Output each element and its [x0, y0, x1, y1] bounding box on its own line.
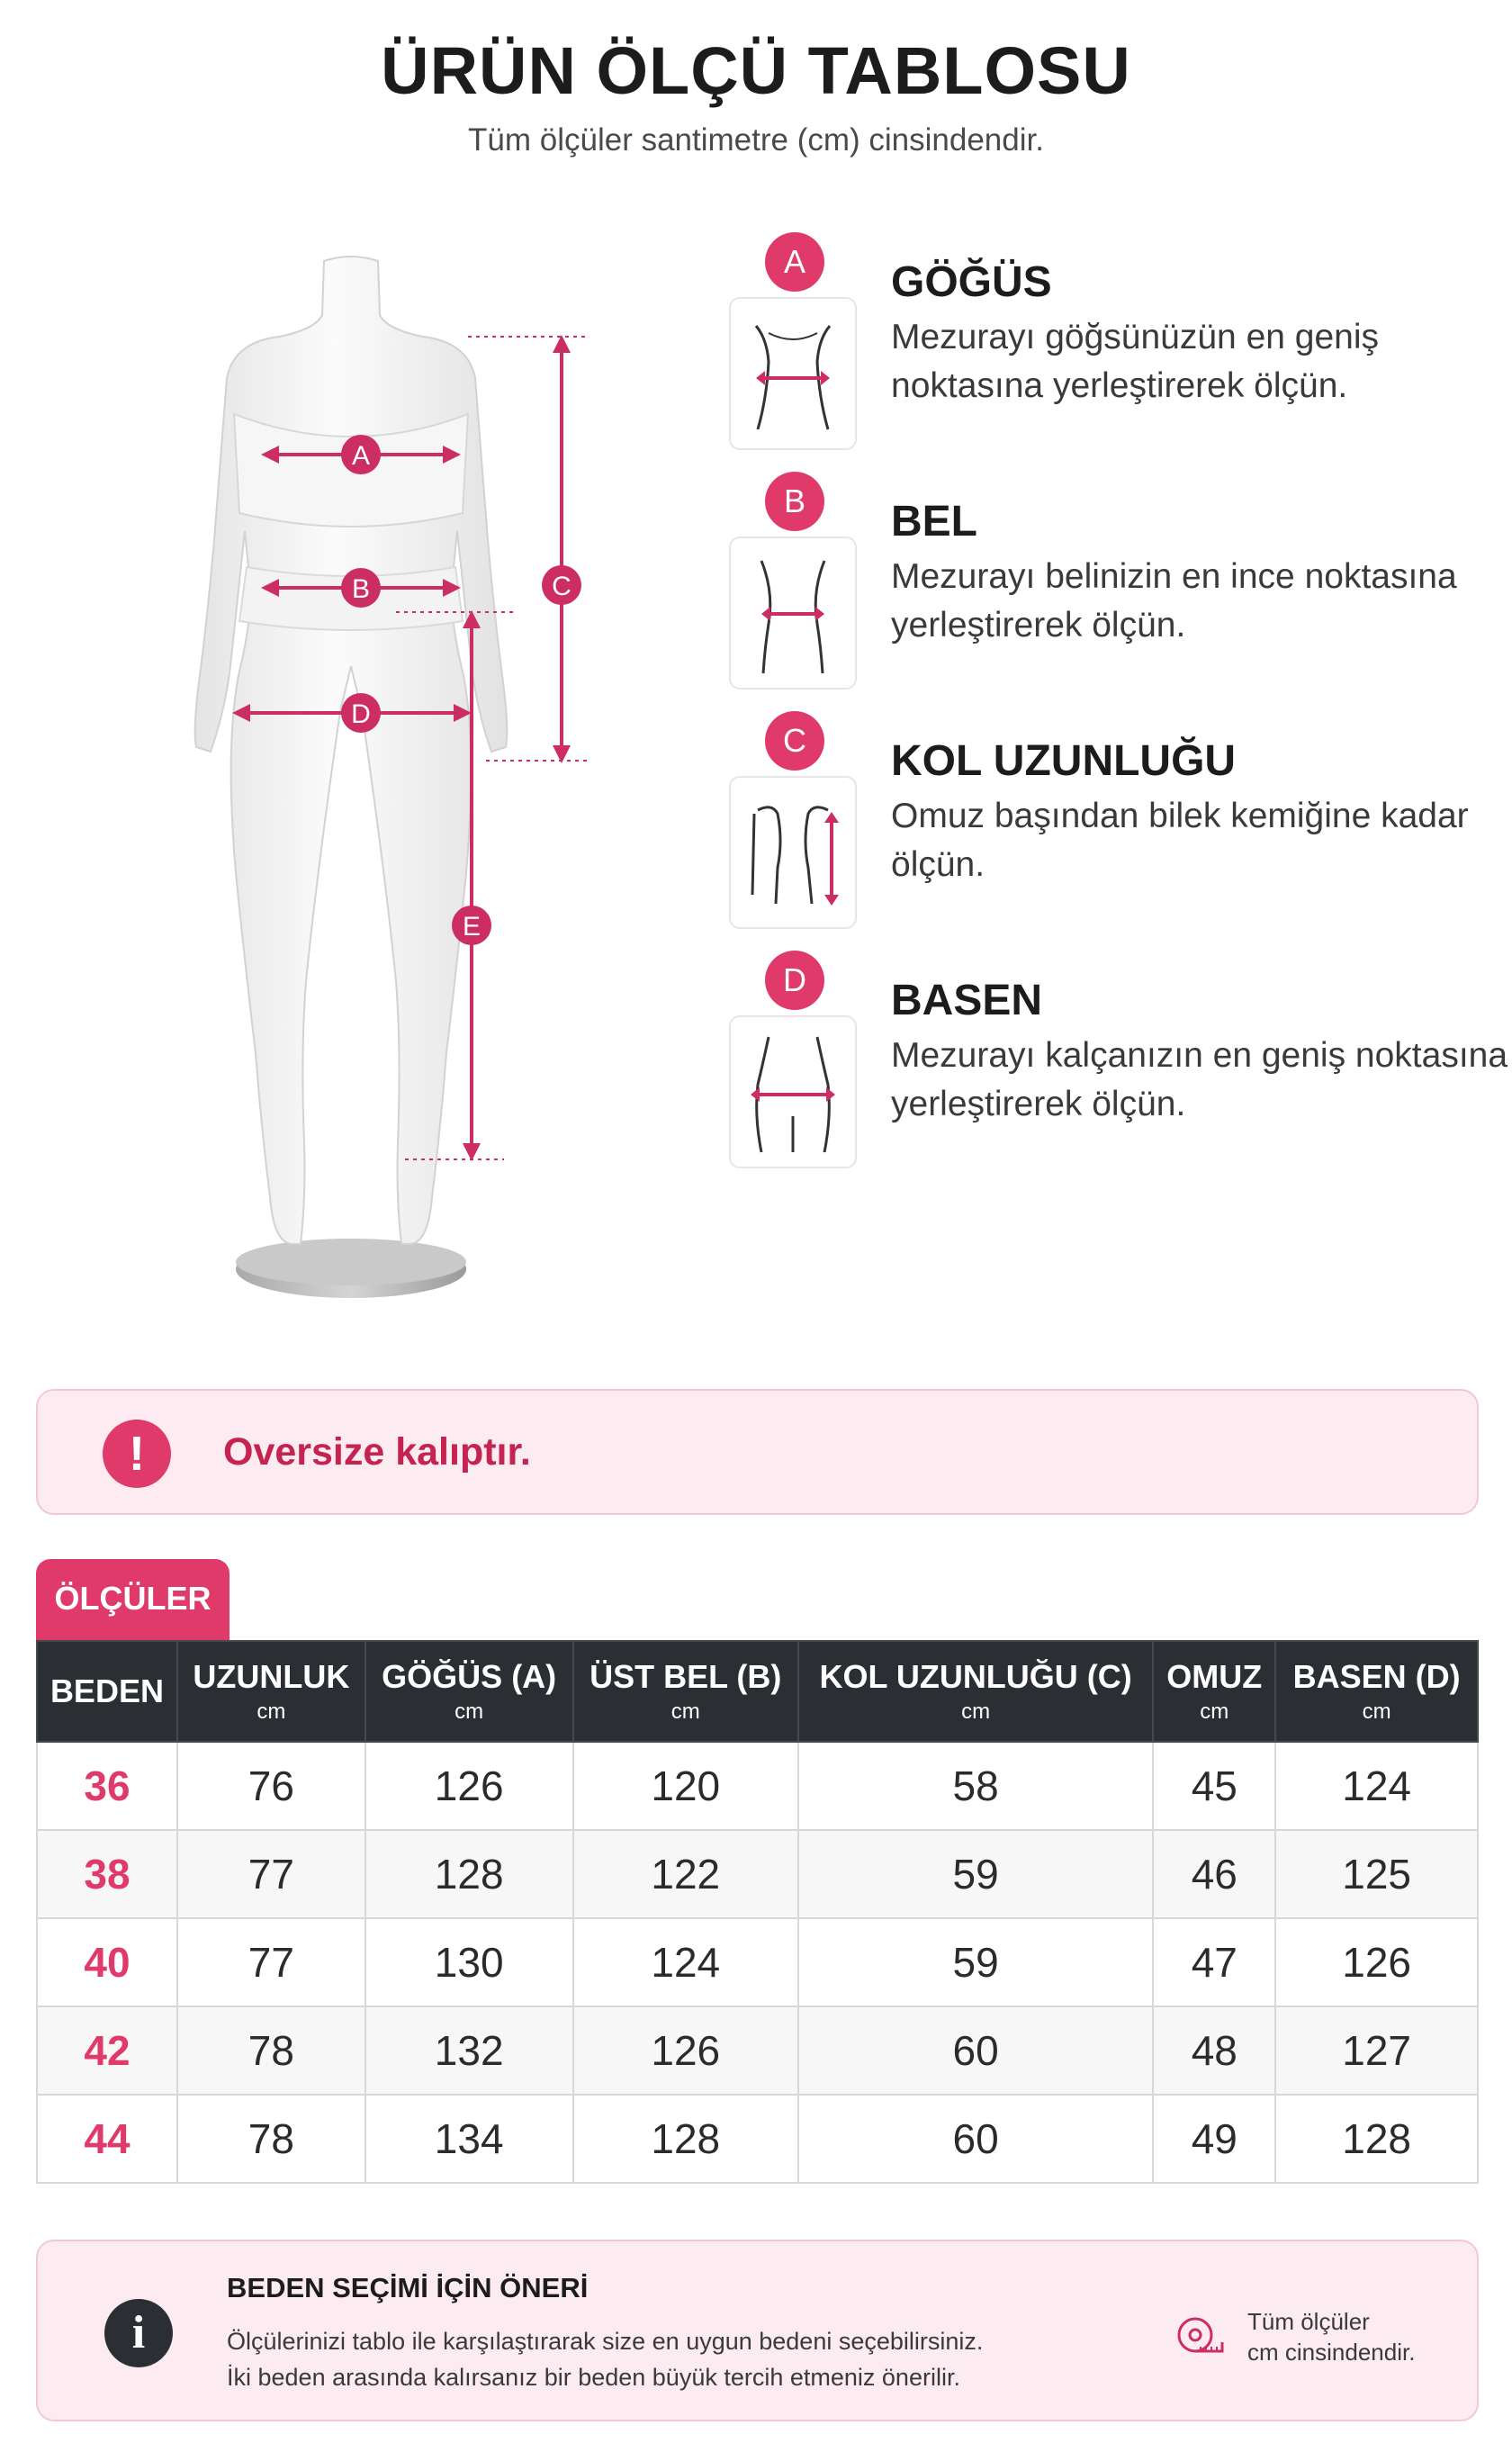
page-subtitle: Tüm ölçüler santimetre (cm) cinsindendir.	[468, 122, 1044, 158]
measurement-guide	[729, 232, 1508, 1190]
table-cell: 122	[573, 1830, 798, 1918]
table-tab-label: ÖLÇÜLER	[36, 1559, 230, 1642]
column-header: KOL UZUNLUĞU (C) cm	[798, 1641, 1153, 1742]
column-header: BEDEN	[37, 1641, 177, 1742]
guide-description: Omuz başından bilek kemiğine kadar ölçün.	[891, 797, 1469, 884]
table-cell: 58	[798, 1742, 1153, 1830]
table-cell: 120	[573, 1742, 798, 1830]
table-header-row	[37, 1641, 1478, 1742]
table-cell: 128	[573, 2095, 798, 2183]
table-cell: 59	[798, 1830, 1153, 1918]
measuring-tape-icon	[1174, 2310, 1228, 2364]
size-table	[36, 1640, 1479, 2184]
column-header: BASEN (D) cm	[1275, 1641, 1478, 1742]
table-cell: 60	[798, 2095, 1153, 2183]
table-cell: 128	[365, 1830, 573, 1918]
tip-title: BEDEN SEÇİMİ İÇİN ÖNERİ	[227, 2272, 589, 2303]
oversize-notice	[36, 1389, 1479, 1515]
label-a-badge	[341, 435, 381, 474]
table-cell: 134	[365, 2095, 573, 2183]
table-cell: 132	[365, 2006, 573, 2095]
table-cell: 49	[1153, 2095, 1275, 2183]
table-cell: 126	[1275, 1918, 1478, 2006]
guide-description: Mezurayı kalçanızın en geniş noktasına yerleştirerek ölçün.	[891, 1036, 1508, 1123]
table-cell: 47	[1153, 1918, 1275, 2006]
label-b-badge	[341, 568, 381, 608]
table-row	[37, 1830, 1478, 1918]
guide-letter-badge: B	[765, 472, 824, 531]
table-row	[37, 1742, 1478, 1830]
guide-letter-badge: C	[765, 711, 824, 771]
sleeve-length-icon	[729, 776, 857, 929]
mannequin-figure	[99, 243, 630, 1323]
page-title: ÜRÜN ÖLÇÜ TABLOSU	[381, 33, 1131, 108]
chest-measure-icon	[729, 297, 857, 450]
size-cell: 40	[37, 1918, 177, 2006]
table-cell: 128	[1275, 2095, 1478, 2183]
size-tip-box	[36, 2240, 1479, 2421]
table-row	[37, 1918, 1478, 2006]
label-e-badge	[452, 906, 491, 945]
tip-text-line: Ölçülerinizi tablo ile karşılaştırarak size en uygun bedeni seçebilirsiniz.	[227, 2328, 984, 2355]
svg-text:C: C	[552, 572, 572, 601]
guide-letter-badge: D	[765, 951, 824, 1010]
waist-measure-icon	[729, 536, 857, 690]
column-header: UZUNLUK cm	[177, 1641, 365, 1742]
table-cell: 126	[573, 2006, 798, 2095]
svg-text:D: D	[351, 699, 371, 729]
svg-text:E: E	[462, 912, 482, 942]
table-cell: 77	[177, 1918, 365, 2006]
size-cell: 44	[37, 2095, 177, 2183]
exclamation-icon: !	[103, 1420, 171, 1488]
table-cell: 77	[177, 1830, 365, 1918]
mannequin-illustration	[99, 243, 630, 1323]
guide-description: Mezurayı belinizin en ince noktasına yerleştirerek ölçün.	[891, 557, 1457, 645]
table-cell: 78	[177, 2095, 365, 2183]
svg-text:B: B	[351, 574, 371, 604]
table-cell: 45	[1153, 1742, 1275, 1830]
guide-item-hip	[729, 951, 1508, 1190]
tip-text-line: İki beden arasında kalırsanız bir beden büyük tercih etmeniz önerilir.	[227, 2364, 960, 2391]
table-cell: 125	[1275, 1830, 1478, 1918]
guide-letter-badge: A	[765, 232, 824, 292]
hip-measure-icon	[729, 1015, 857, 1168]
table-cell: 60	[798, 2006, 1153, 2095]
table-cell: 130	[365, 1918, 573, 2006]
table-cell: 76	[177, 1742, 365, 1830]
label-c-badge	[542, 565, 581, 605]
guide-item-waist	[729, 472, 1503, 711]
column-header: OMUZ cm	[1153, 1641, 1275, 1742]
table-cell: 124	[573, 1918, 798, 2006]
size-cell: 38	[37, 1830, 177, 1918]
size-cell: 36	[37, 1742, 177, 1830]
svg-text:A: A	[351, 441, 371, 471]
guide-title: GÖĞÜS	[891, 258, 1052, 306]
size-cell: 42	[37, 2006, 177, 2095]
table-row	[37, 2095, 1478, 2183]
tip-note: cm cinsindendir.	[1247, 2339, 1416, 2366]
info-icon: i	[104, 2299, 173, 2367]
table-cell: 59	[798, 1918, 1153, 2006]
tip-note: Tüm ölçüler	[1247, 2308, 1370, 2335]
guide-title: KOL UZUNLUĞU	[891, 737, 1237, 785]
column-header: GÖĞÜS (A) cm	[365, 1641, 573, 1742]
guide-description: Mezurayı göğsünüzün en geniş noktasına yerleştirerek ölçün.	[891, 318, 1380, 405]
table-cell: 46	[1153, 1830, 1275, 1918]
table-cell: 127	[1275, 2006, 1478, 2095]
guide-title: BASEN	[891, 977, 1043, 1024]
table-row	[37, 2006, 1478, 2095]
label-d-badge	[341, 693, 381, 733]
guide-item-chest	[729, 232, 1503, 472]
column-header: ÜST BEL (B) cm	[573, 1641, 798, 1742]
notice-text: Oversize kalıptır.	[223, 1430, 531, 1474]
table-cell: 126	[365, 1742, 573, 1830]
table-cell: 48	[1153, 2006, 1275, 2095]
guide-item-sleeve	[729, 711, 1503, 951]
guide-title: BEL	[891, 498, 977, 545]
table-cell: 78	[177, 2006, 365, 2095]
table-cell: 124	[1275, 1742, 1478, 1830]
